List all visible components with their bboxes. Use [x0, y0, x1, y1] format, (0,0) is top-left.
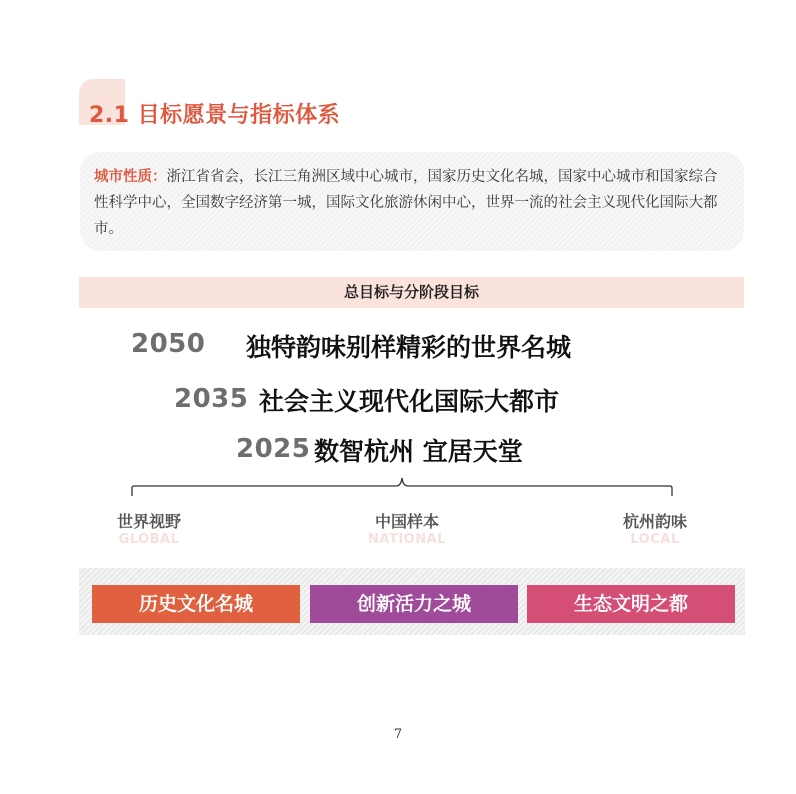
- goal-year: 2035: [174, 384, 249, 414]
- city-nature-text: 浙江省省会，长江三角洲区域中心城市，国家历史文化名城，国家中心城市和国家综合性科学中心，全国数字经济第一城，国际文化旅游休闲中心，世界一流的社会主义现代化国际大都市。: [94, 169, 718, 237]
- section-title: 2.1 目标愿景与指标体系: [89, 103, 341, 128]
- perspective-local: [585, 512, 725, 548]
- city-nature-label: 城市性质：: [94, 169, 167, 185]
- perspective-global: [79, 512, 219, 548]
- goal-text: 独特韵味别样精彩的世界名城: [246, 333, 572, 362]
- page-number: 7: [393, 727, 403, 742]
- goal-year: 2050: [131, 329, 206, 359]
- perspective-cn: 杭州韵味: [622, 512, 687, 531]
- city-nature-box: [80, 152, 744, 251]
- pillar-label: 生态文明之都: [573, 593, 688, 615]
- perspective-cn: 世界视野: [116, 512, 181, 531]
- perspective-en: GLOBAL: [118, 532, 180, 547]
- goals-header: 总目标与分阶段目标: [79, 277, 744, 308]
- perspective-en: LOCAL: [630, 532, 680, 547]
- pillar-ecology: [527, 585, 735, 623]
- goal-year: 2025: [236, 434, 311, 464]
- perspective-en: NATIONAL: [368, 532, 446, 547]
- goal-text: 数智杭州 宜居天堂: [314, 437, 523, 466]
- perspective-cn: 中国样本: [374, 512, 439, 531]
- pillar-innovation: [310, 585, 518, 623]
- pillar-history-culture: [92, 585, 300, 623]
- bracket-icon: [128, 472, 678, 500]
- pillar-label: 历史文化名城: [138, 593, 253, 615]
- goal-text: 社会主义现代化国际大都市: [259, 387, 560, 416]
- pillar-label: 创新活力之城: [356, 593, 471, 615]
- pillars-strip: [79, 568, 745, 635]
- perspective-national: [337, 512, 477, 548]
